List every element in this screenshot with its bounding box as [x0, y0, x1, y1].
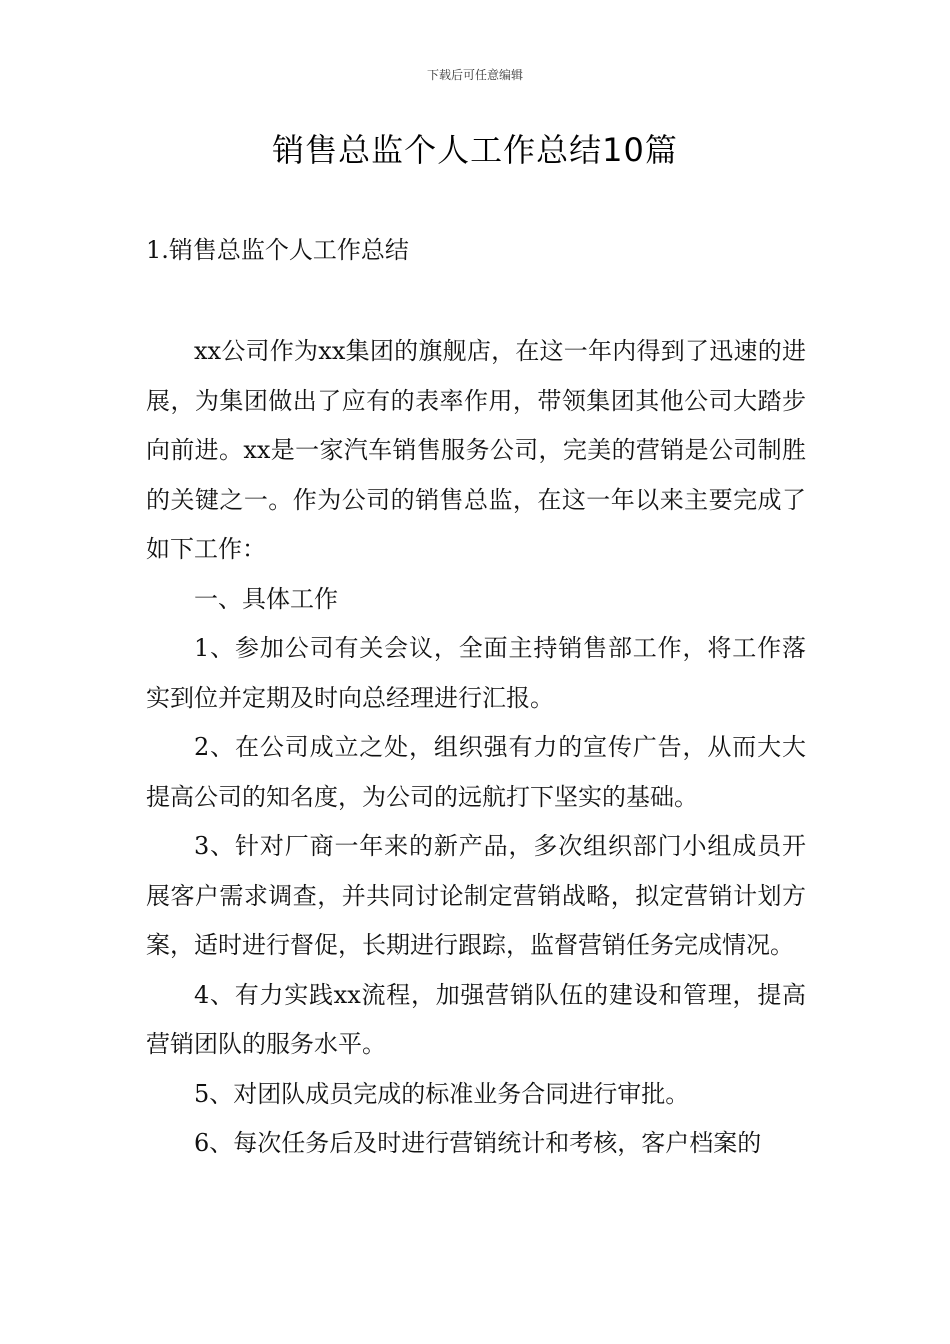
paragraph-item-2: 2、在公司成立之处，组织强有力的宣传广告，从而大大提高公司的知名度，为公司的远航打下坚实的基础。 — [146, 733, 806, 811]
paragraph-item-3: 3、针对厂商一年来的新产品，多次组织部门小组成员开展客户需求调查，并共同讨论制定营销战略，拟定营销计划方案，适时进行督促，长期进行跟踪，监督营销任务完成情况。 — [146, 832, 806, 959]
paragraph-intro: xx公司作为xx集团的旗舰店，在这一年内得到了迅速的进展，为集团做出了应有的表率作用，带领集团其他公司大踏步向前进。xx是一家汽车销售服务公司，完美的营销是公司制胜的关键之一。作为公司的销售总监，在这一年以来主要完成了如下工作： — [146, 337, 806, 563]
header-note: 下载后可任意编辑 — [426, 68, 523, 82]
paragraph-item-4: 4、有力实践xx流程，加强营销队伍的建设和管理，提高营销团队的服务水平。 — [146, 980, 806, 1058]
document-body — [146, 327, 806, 1169]
section-heading: 1.销售总监个人工作总结 — [146, 236, 409, 264]
paragraph-subheading: 一、具体工作 — [194, 584, 338, 613]
paragraph-item-5: 5、对团队成员完成的标准业务合同进行审批。 — [194, 1079, 690, 1108]
document-title: 销售总监个人工作总结10篇 — [272, 131, 678, 169]
paragraph-item-1: 1、参加公司有关会议，全面主持销售部工作，将工作落实到位并定期及时向总经理进行汇报。 — [146, 634, 806, 712]
paragraph-item-6: 6、每次任务后及时进行营销统计和考核，客户档案的 — [194, 1129, 762, 1157]
